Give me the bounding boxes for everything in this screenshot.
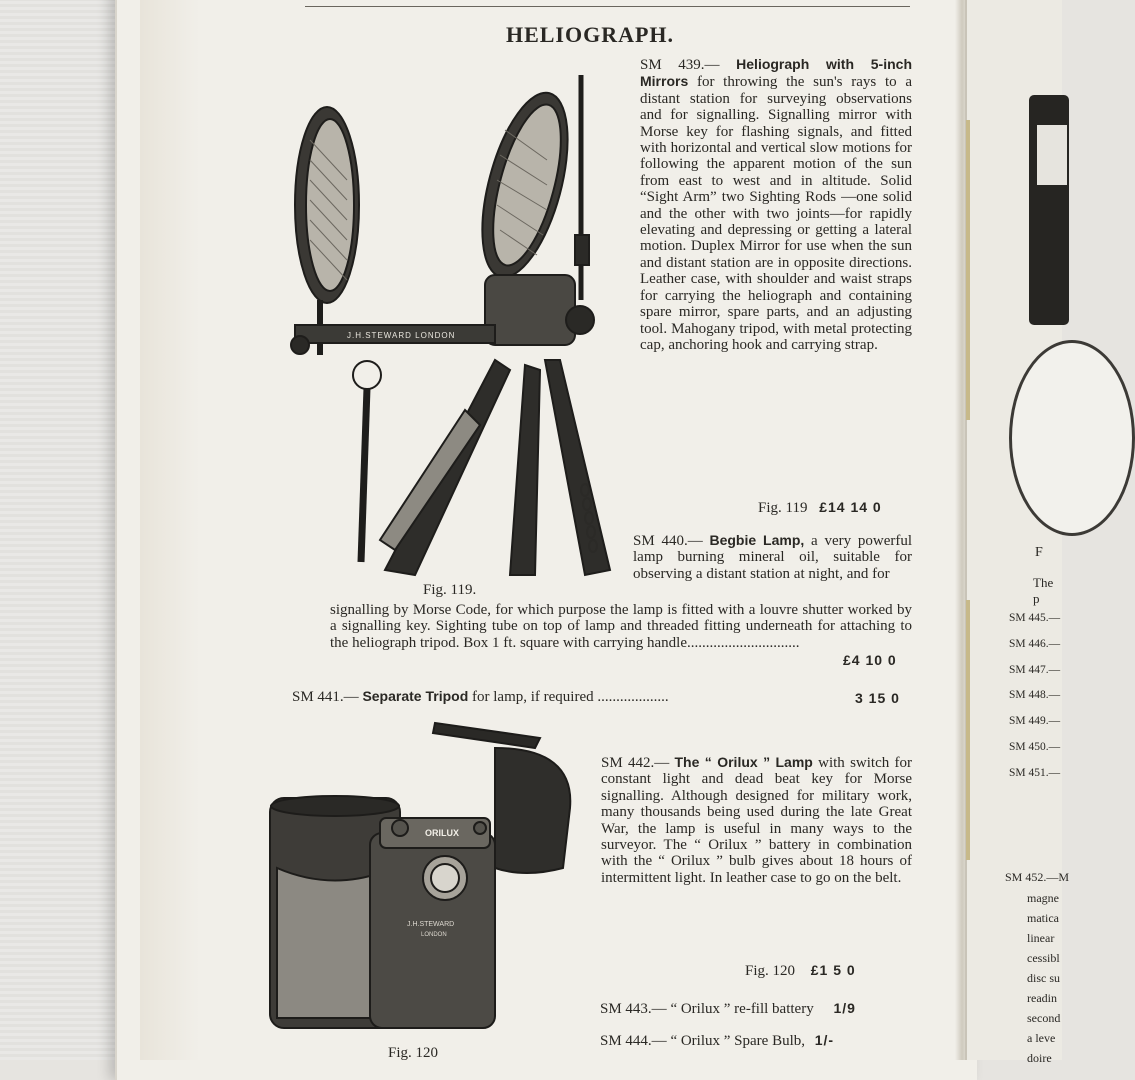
page-curl-shadow <box>140 0 200 1060</box>
entry-description: “ Orilux ” Spare Bulb, <box>670 1033 805 1049</box>
facing-page <box>965 0 1070 1065</box>
right-item: SM 449.— <box>1009 715 1061 728</box>
entry-code: SM 443.— <box>600 1001 667 1017</box>
right-item-list <box>1009 606 1060 787</box>
figure-ref: Fig. 120 <box>745 963 796 979</box>
entry-sm440-full <box>330 602 912 651</box>
header-rule <box>305 6 910 7</box>
right-line: second <box>1027 1011 1061 1025</box>
price: 1/- <box>814 1032 835 1048</box>
entry-code: SM 444.— <box>600 1033 667 1049</box>
entry-title-cont: Mirrors <box>640 73 689 90</box>
entry-title: Begbie Lamp, <box>709 532 805 548</box>
leader-dots: .............................. <box>687 634 800 651</box>
price: £14 14 0 <box>819 499 882 515</box>
entry-code: SM 441.— <box>292 689 359 705</box>
right-item: SM 448.— <box>1009 689 1061 702</box>
entry-sm444 <box>600 1032 834 1050</box>
right-fig-label: F <box>1035 545 1043 560</box>
entry-sm441-price: 3 15 0 <box>855 690 900 706</box>
entry-sm439-price-row <box>758 499 882 517</box>
entry-code: SM 442.— <box>601 755 670 771</box>
entry-sm440-price: £4 10 0 <box>843 652 897 668</box>
entry-sm442-price-row <box>745 962 856 980</box>
entry-sm439 <box>640 56 912 353</box>
lamp-label: ORILUX <box>425 828 460 838</box>
arm-inscription: J.H.STEWARD LONDON <box>347 331 456 340</box>
right-page-bracket <box>966 120 970 420</box>
entry-title: The “ Orilux ” Lamp <box>674 754 813 770</box>
entry-description: with switch for constant light and dead beat key for Morse signalling. Although designed for military work, many thousands being used during the late Great War, the lamp is useful in many ways to the surveyor. The “ Orilux ” battery in combination with the “ Orilux ” bulb gives about 18 hours of intermittent light. In leather case to go on the belt. <box>601 755 913 886</box>
entry-description: “ Orilux ” re-fill battery <box>670 1001 814 1017</box>
entry-title: Heliograph with 5-inch <box>736 56 912 72</box>
page-title: HELIOGRAPH. <box>505 22 675 47</box>
entry-description: for throwing the sun's rays to a distant station for surveying observations and for signalling. Signalling mirror with Morse key for flashing signals, and fitted with horizontal and vertical slow motions for following the apparent motion of the sun from east to west and in altitude. Solid “Sight Arm” two Sighting Rods —one solid and the other with two joints—for rapidly elevating and depressing or getting a lateral motion. Duplex Mirror for use when the sun and distant station are in opposite directions. Leather case, with shoulder and waist straps for carrying the heliograph and containing spare mirror, spare parts, and an adjusting tool. Mahogany tripod, with metal protecting cap, anchoring hook and carrying strap. <box>640 74 913 353</box>
instrument-scale <box>1037 125 1067 185</box>
right-caption: The p <box>1033 575 1054 606</box>
right-item: SM 447.— <box>1009 663 1061 676</box>
heliograph-illustration <box>285 70 625 580</box>
entry-description: for lamp, if required <box>472 689 594 705</box>
right-item: SM 450.— <box>1009 740 1061 753</box>
right-item: SM 451.— <box>1009 766 1061 779</box>
instrument-photo-top <box>1029 95 1069 325</box>
right-line: cessibl <box>1027 951 1060 965</box>
entry-code: SM 440.— <box>633 533 703 549</box>
right-line: disc su <box>1027 971 1060 985</box>
right-page-bracket <box>966 600 970 860</box>
leader-dots: ................... <box>597 689 669 705</box>
figure-caption-120: Fig. 120 <box>388 1045 439 1061</box>
figure-ref: Fig. 119 <box>758 500 808 516</box>
right-line: a leve <box>1027 1031 1056 1045</box>
right-item: SM 446.— <box>1009 637 1061 650</box>
entry-sm440-top <box>633 532 912 582</box>
entry-description: a very powerful lamp burning mineral oil, suitable for observing a distant station at night, and for <box>633 533 913 582</box>
price: 1/9 <box>833 1000 856 1016</box>
right-lower-code: SM 452.—M <box>1005 870 1070 884</box>
right-item: SM 445.— <box>1009 612 1061 624</box>
lamp-maker: J.H.STEWARD <box>407 921 455 928</box>
right-line: matica <box>1027 911 1059 925</box>
entry-sm442 <box>601 754 912 886</box>
entry-description: signalling by Morse Code, for which purpose the lamp is fitted with a louvre shutter worked by a signalling key. Sighting tube on top of lamp and threaded fitting underneath for attaching to the heliograph tripod. Box 1 ft. square with carrying handle <box>330 602 912 651</box>
right-line: magne <box>1027 891 1059 905</box>
right-line: doire <box>1027 1051 1052 1065</box>
orilux-lamp-illustration <box>265 718 585 1038</box>
entry-title: Separate Tripod <box>362 688 469 704</box>
right-lower-text <box>1027 888 1060 1068</box>
right-line: readin <box>1027 991 1057 1005</box>
right-line: linear <box>1027 931 1055 945</box>
dial-illustration <box>1009 340 1135 536</box>
price: £1 5 0 <box>810 962 856 978</box>
entry-code: SM 439.— <box>640 57 720 73</box>
entry-sm441 <box>292 688 669 706</box>
figure-caption-119: Fig. 119. <box>423 582 477 598</box>
lamp-city: LONDON <box>421 932 447 938</box>
entry-sm443 <box>600 1000 856 1018</box>
